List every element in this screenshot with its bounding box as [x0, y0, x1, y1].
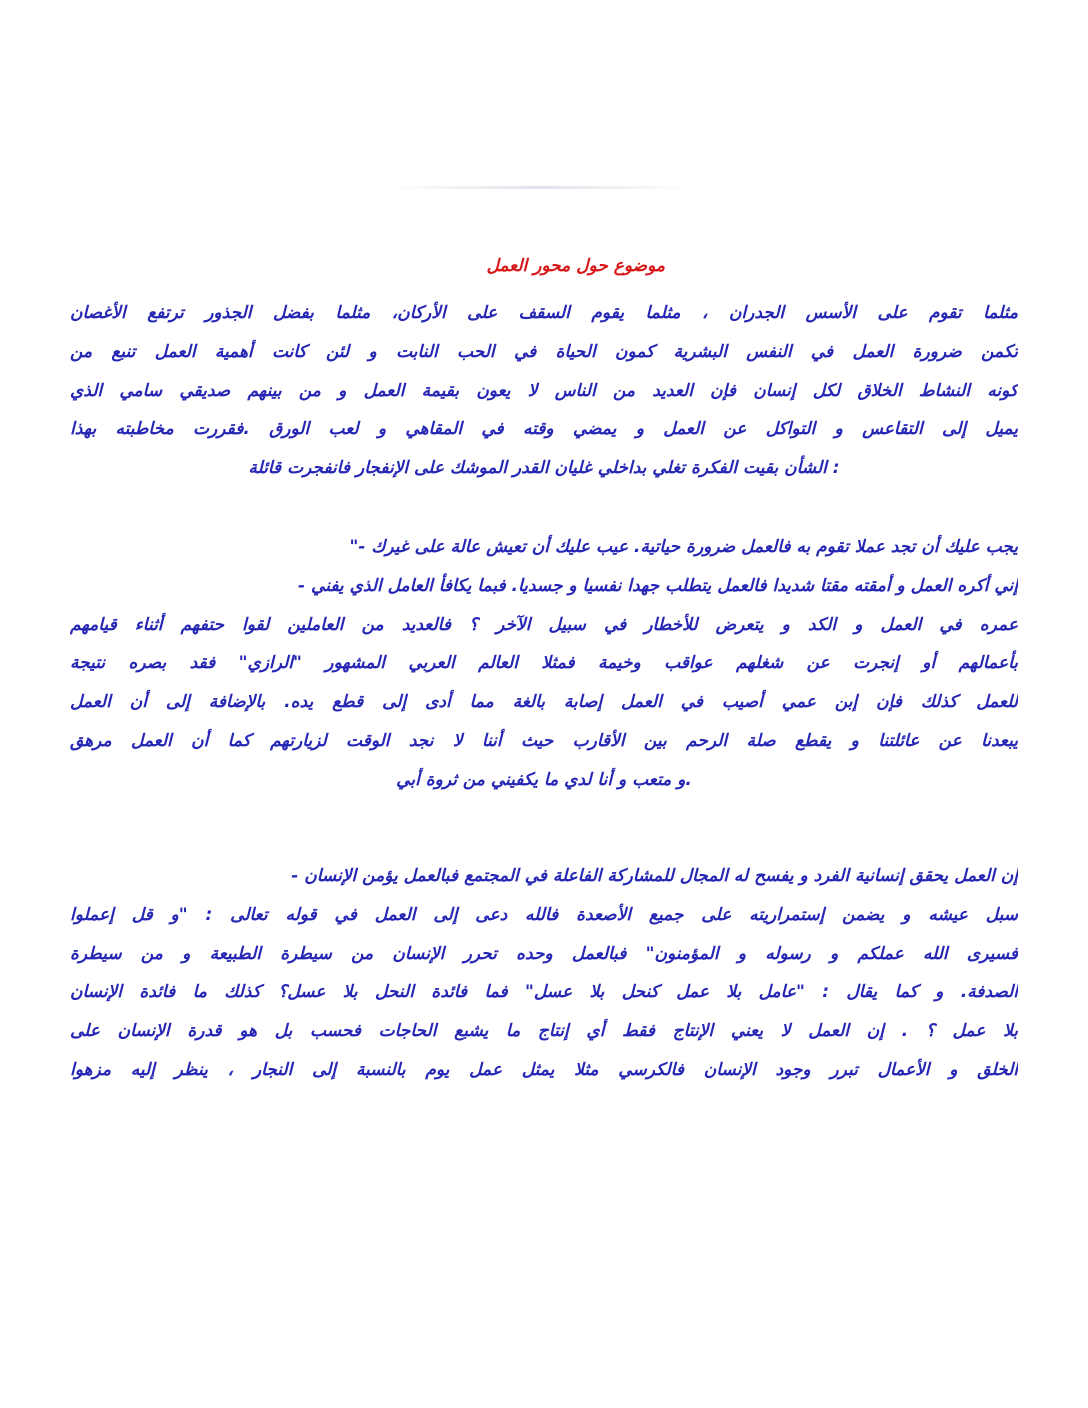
text-line: .و متعب و أنا لدي ما يكفيني من ثروة أبي	[396, 769, 692, 790]
text-line: عمره في العمل و الكد و يتعرض للأخطار في سبيل الآخر ؟ فالعديد من العاملين لقوا حتفهم أثناء قيامهم	[70, 614, 1018, 635]
text-line: سبل عيشه و يضمن إستمراريته على جميع الأصعدة فالله دعى إلى العمل في قوله تعالى : "و قل إعملوا	[70, 904, 1018, 925]
text-line: إن العمل يحقق إنسانية الفرد و يفسح له المجال للمشاركة الفاعلة في المجتمع فبالعمل يؤمن الإنسان -	[291, 866, 1018, 886]
text-line: فسيرى الله عملكم و رسوله و المؤمنون" فبالعمل وحده تحرر الإنسان من سيطرة الطبيعة و من سيطرة	[70, 943, 1018, 964]
document-title: موضوع حول محور العمل	[486, 256, 665, 276]
text-line: بأعمالهم أو إنجرت عن شغلهم عواقب وخيمة فمثلا العالم العربي المشهور "الرازي" فقد بصره نتيجة	[70, 653, 1018, 674]
text-line: للعمل كذلك فإن إبن عمي أصيب في العمل إصابة بالغة مما أدى إلى قطع يده. بالإضافة إلى أن العمل	[70, 692, 1018, 713]
text-line: الصدفة. و كما يقال : "عامل بلا عمل كنحل بلا عسل" فما فائدة النحل بلا عسل؟ كذلك ما فائدة الإنسان	[70, 982, 1018, 1003]
text-line: إني أكره العمل و أمقته مقتا شديدا فالعمل يتطلب جهدا نفسيا و جسديا. فبما يكافأ العامل الذي يفني -	[298, 575, 1018, 596]
paragraph-dialogue	[70, 528, 1018, 800]
text-line: يميل إلى التقاعس و التواكل عن العمل و يمضي وقته في المقاهي و لعب الورق .فقررت مخاطبته بهذا	[70, 419, 1018, 440]
text-line: مثلما تقوم على الأسس الجدران ، مثلما يقوم السقف على الأركان، مثلما بفضل الجذور ترتفع الأغصان	[70, 303, 1018, 323]
text-line: يبعدنا عن عائلتنا و يقطع صلة الرحم بين الأقارب حيث أننا لا نجد الوقت لزيارتهم كما أن العمل مرهق	[70, 730, 1018, 751]
faint-divider	[390, 186, 690, 189]
paragraph-intro	[70, 294, 1018, 488]
text-line: الخلق و الأعمال تبرر وجود الإنسان فالكرسي مثلا يمثل عمل يوم بالنسبة إلى النجار ، ينظر إليه مزهوا	[70, 1059, 1018, 1080]
paragraph-response	[70, 857, 1018, 1090]
text-line: تكمن ضرورة العمل في النفس البشرية كمون الحياة في الحب النابت و لئن كانت أهمية العمل تنبع من	[70, 341, 1018, 362]
text-line: بلا عمل ؟ . إن العمل لا يعني الإنتاج فقط أي إنتاج ما يشبع الحاجات فحسب بل هو قدرة الإنسان على	[70, 1021, 1018, 1042]
text-line: يجب عليك أن تجد عملا تقوم به فالعمل ضرورة حياتية. عيب عليك أن تعيش عالة على غيرك -"	[349, 537, 1018, 557]
text-line: : الشأن بقيت الفكرة تغلي بداخلي غليان القدر الموشك على الإنفجار فانفجرت قائلة	[248, 458, 840, 479]
text-line: كونه النشاط الخلاق لكل إنسان فإن العديد من الناس لا يعون بقيمة العمل و من بينهم صديقي سامي الذي	[70, 380, 1018, 401]
